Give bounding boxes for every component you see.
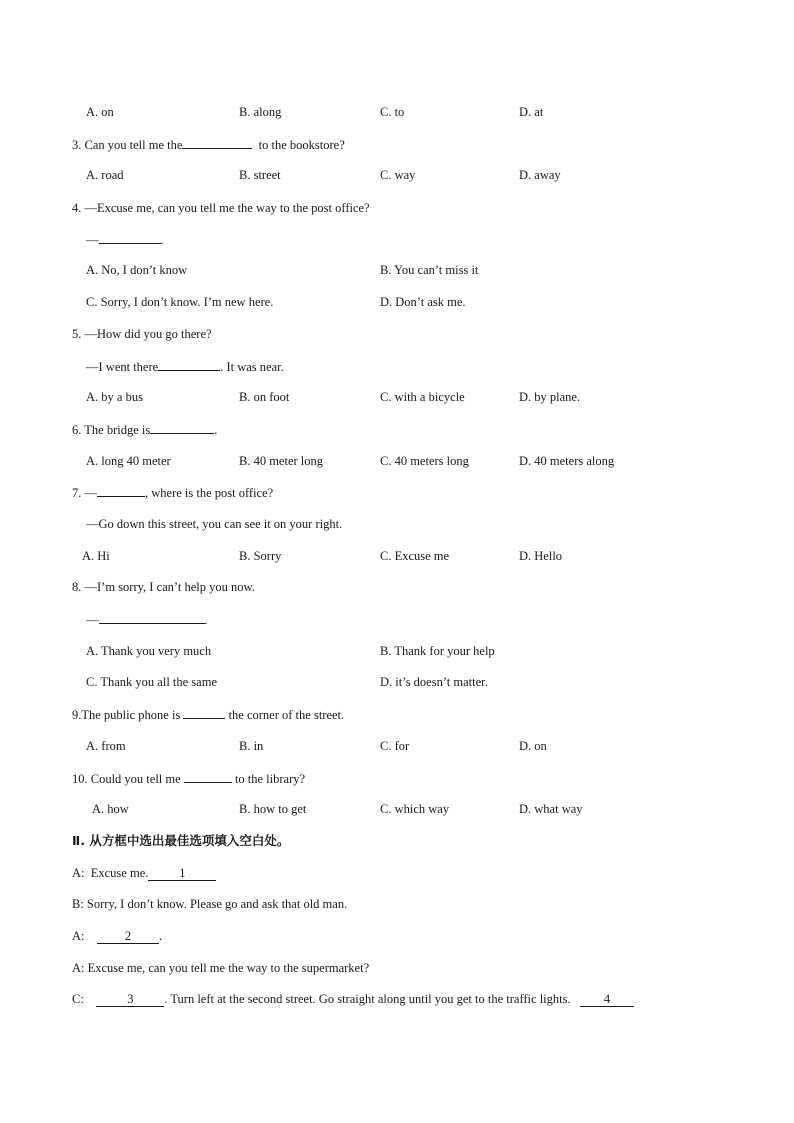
q5-option-b: B. on foot (239, 390, 290, 404)
q3-text-before: 3. Can you tell me the (72, 138, 183, 152)
q3-stem (0, 135, 794, 153)
q7-option-a: A. Hi (82, 549, 110, 563)
q5-option-c: C. with a bicycle (380, 390, 465, 404)
q10-option-c: C. which way (380, 802, 450, 816)
q4-response (0, 230, 794, 248)
q7-options (0, 547, 794, 565)
q10-options (0, 800, 794, 818)
q8-options-row2 (0, 673, 794, 691)
q10-stem (0, 769, 794, 787)
q7-reply: —Go down this street, you can see it on your right. (86, 517, 343, 531)
q3-text-after: to the bookstore? (258, 138, 345, 152)
q5-response (0, 357, 794, 375)
q7-blank (97, 483, 145, 497)
q9-options (0, 737, 794, 755)
q6-option-c: C. 40 meters long (380, 454, 469, 468)
dialogue-blank-1: 1 (148, 867, 216, 881)
q5-options (0, 388, 794, 406)
section-2-heading (0, 832, 794, 850)
q8-prompt: 8. —I’m sorry, I can’t help you now. (72, 580, 255, 594)
q8-stem (0, 578, 794, 596)
q10-text-before: 10. Could you tell me (72, 772, 181, 786)
q7-text-before: 7. — (72, 486, 97, 500)
q7-stem (0, 483, 794, 501)
dialogue-line-5 (0, 990, 794, 1008)
q9-text-after: the corner of the street. (228, 708, 345, 722)
q8-end: . (204, 613, 208, 627)
dialogue-line-1 (0, 864, 794, 882)
q9-stem (0, 705, 794, 723)
q6-stem (0, 420, 794, 438)
q4-stem (0, 199, 794, 217)
q10-option-b: B. how to get (239, 802, 307, 816)
section-2-title: Ⅱ. 从方框中选出最佳选项填入空白处。 (72, 833, 290, 848)
q4-options-row2 (0, 293, 794, 311)
q9-option-b: B. in (239, 739, 264, 753)
dialogue-line-3-end: . (159, 929, 163, 943)
q4-option-d: D. Don’t ask me. (380, 295, 466, 309)
q6-text-after: . (214, 423, 218, 437)
q10-blank (184, 769, 232, 783)
q6-option-a: A. long 40 meter (86, 454, 171, 468)
q8-response (0, 610, 794, 628)
q6-options (0, 452, 794, 470)
q9-text-before: 9.The public phone is (72, 708, 181, 722)
q3-blank (182, 135, 252, 149)
q8-blank (99, 610, 205, 624)
q3-option-c: C. way (380, 168, 416, 182)
q3-option-b: B. street (239, 168, 281, 182)
q2-options (0, 103, 794, 121)
q3-options (0, 166, 794, 184)
q6-blank (150, 420, 214, 434)
q9-option-a: A. from (86, 739, 126, 753)
dialogue-speaker-c: C: (72, 992, 84, 1006)
q10-text-after: to the library? (234, 772, 306, 786)
q4-options-row1 (0, 261, 794, 279)
q6-option-b: B. 40 meter long (239, 454, 324, 468)
q9-blank (183, 705, 225, 719)
q7-text-after: , where is the post office? (145, 486, 274, 500)
q3-option-d: D. away (519, 168, 561, 182)
q7-option-b: B. Sorry (239, 549, 282, 563)
q9-option-d: D. on (519, 739, 547, 753)
q10-option-a: A. how (92, 802, 129, 816)
q5-option-a: A. by a bus (86, 390, 143, 404)
dialogue-line-4 (0, 959, 794, 977)
q8-option-b: B. Thank for your help (380, 644, 495, 658)
q4-blank (99, 230, 161, 244)
q8-dash: — (86, 613, 99, 627)
dialogue-line-4-text: A: Excuse me, can you tell me the way to the supermarket? (72, 961, 370, 975)
q8-option-a: A. Thank you very much (86, 644, 212, 658)
q4-dash: — (86, 233, 99, 247)
dialogue-line-5-text: . Turn left at the second street. Go straight along until you get to the traffic lights. (164, 992, 571, 1006)
dialogue-line-1-text: Excuse me. (90, 866, 149, 880)
q5-text-before: —I went there (86, 360, 159, 374)
q4-end: . (160, 233, 164, 247)
dialogue-line-3 (0, 927, 794, 945)
q7-option-d: D. Hello (519, 549, 563, 563)
q5-stem (0, 325, 794, 343)
q3-option-a: A. road (86, 168, 124, 182)
q4-option-a: A. No, I don’t know (86, 263, 188, 277)
q4-prompt: 4. —Excuse me, can you tell me the way to the post office? (72, 201, 370, 215)
q2-option-d: D. at (519, 105, 544, 119)
q5-option-d: D. by plane. (519, 390, 581, 404)
q2-option-c: C. to (380, 105, 405, 119)
dialogue-speaker-a2: A: (72, 929, 85, 943)
dialogue-blank-4: 4 (580, 993, 634, 1007)
q5-blank (158, 357, 220, 371)
dialogue-speaker-a1: A: (72, 866, 85, 880)
q10-option-d: D. what way (519, 802, 583, 816)
q7-option-c: C. Excuse me (380, 549, 450, 563)
dialogue-line-2-text: B: Sorry, I don’t know. Please go and ask that old man. (72, 897, 348, 911)
q4-option-c: C. Sorry, I don’t know. I’m new here. (86, 295, 274, 309)
q5-prompt: 5. —How did you go there? (72, 327, 212, 341)
q6-option-d: D. 40 meters along (519, 454, 615, 468)
q8-option-c: C. Thank you all the same (86, 675, 217, 689)
q2-option-b: B. along (239, 105, 282, 119)
q9-option-c: C. for (380, 739, 410, 753)
dialogue-blank-3: 3 (96, 993, 164, 1007)
q8-option-d: D. it’s doesn’t matter. (380, 675, 488, 689)
dialogue-blank-2: 2 (97, 930, 159, 944)
q7-reply-line (0, 515, 794, 533)
q6-text-before: 6. The bridge is (72, 423, 151, 437)
q5-text-after: . It was near. (220, 360, 284, 374)
q2-option-a: A. on (86, 105, 114, 119)
dialogue-line-2 (0, 895, 794, 913)
q4-option-b: B. You can’t miss it (380, 263, 479, 277)
q8-options-row1 (0, 642, 794, 660)
